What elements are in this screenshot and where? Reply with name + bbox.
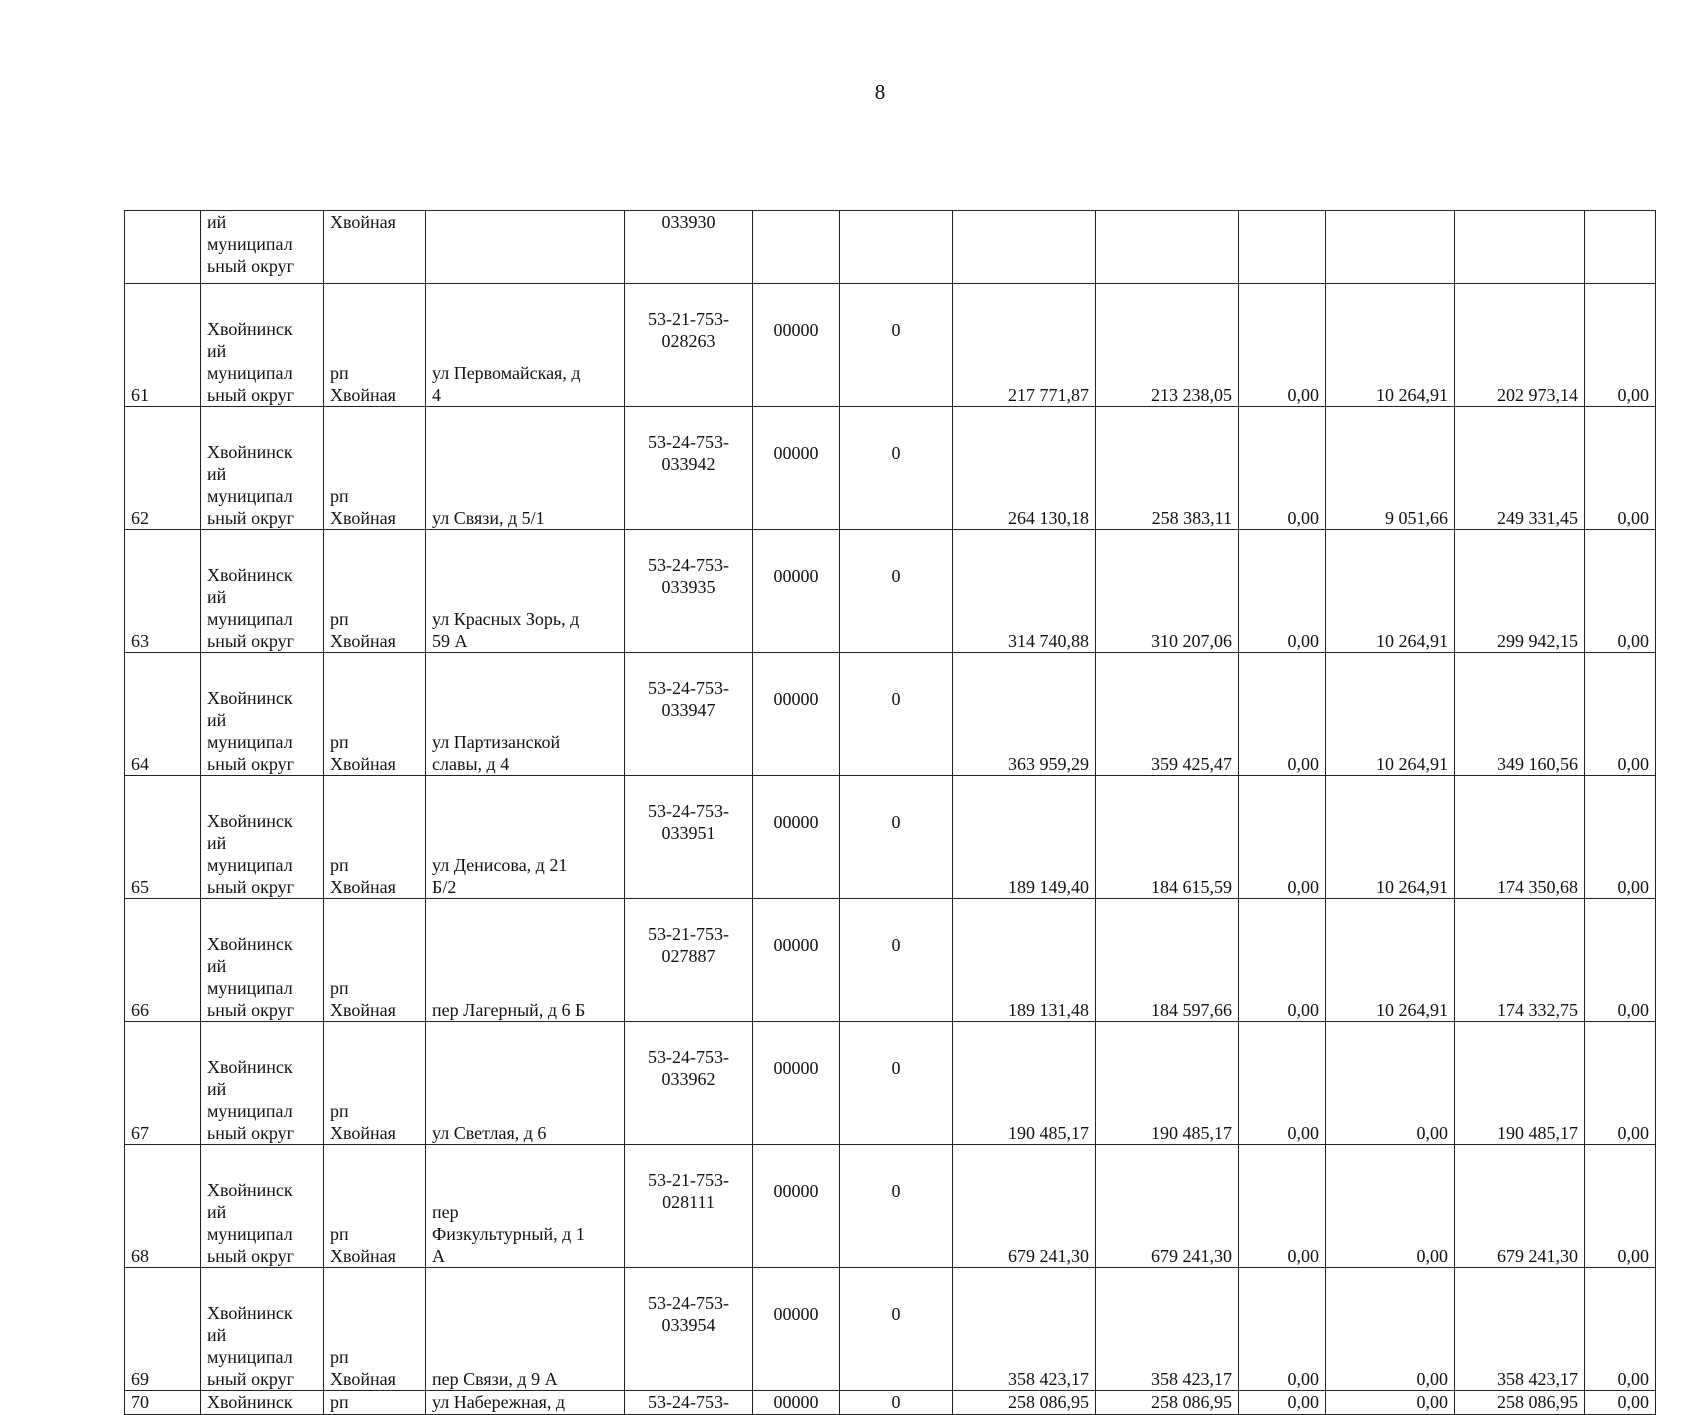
cell-text: пер Лагерный, д 6 Б [432,1000,586,1020]
cell-c2 [840,1268,953,1391]
cell-text: 67 [131,1123,149,1143]
cell-text: 264 130,18 [1008,508,1089,528]
cell-num [125,407,201,530]
cell-text: рп [330,1392,349,1412]
cell-text: 00000 [773,935,819,955]
cell-c2 [840,1145,953,1268]
cell-text: ул Связи, д 5/1 [432,508,545,528]
cell-text: 0 [891,443,901,463]
cell-num [125,530,201,653]
cell-code [625,1022,753,1145]
cell-text: 70 [131,1392,149,1412]
cell-text: 184 615,59 [1151,877,1232,897]
cell-text: 66 [131,1000,149,1020]
cell-text: 53-24-753- 033947 [648,678,729,720]
cell-text: 0,00 [1287,1369,1319,1389]
cell-text: 0 [891,1181,901,1201]
cell-a2 [1096,211,1239,284]
cell-a5 [1455,899,1585,1022]
cell-text: рп Хвойная [330,1347,396,1389]
cell-text: ул Денисова, д 21 Б/2 [432,855,568,897]
cell-text: 679 241,30 [1151,1246,1232,1266]
cell-text: ул Первомайская, д 4 [432,363,581,405]
table-row [125,653,1656,776]
cell-a5 [1455,776,1585,899]
cell-text: 0,00 [1416,1369,1448,1389]
cell-c1 [753,407,840,530]
cell-text: Хвойнинск ий муниципал ьный округ [207,1180,294,1266]
cell-a1 [953,1022,1096,1145]
cell-a2 [1096,1022,1239,1145]
cell-text: Хвойнинск ий муниципал ьный округ [207,442,294,528]
cell-num [125,284,201,407]
cell-c2 [840,407,953,530]
cell-a6 [1585,1145,1656,1268]
cell-text: рп Хвойная [330,732,396,774]
cell-text: ул Партизанской славы, д 4 [432,732,561,774]
cell-a4 [1326,1268,1455,1391]
cell-a5 [1455,1145,1585,1268]
cell-code [625,1268,753,1391]
cell-a3 [1239,284,1326,407]
cell-num [125,653,201,776]
cell-text: 359 425,47 [1151,754,1232,774]
cell-address [426,1145,625,1268]
cell-text: 679 241,30 [1008,1246,1089,1266]
cell-text: рп Хвойная [330,1101,396,1143]
cell-text: 0,00 [1617,385,1649,405]
cell-text: 0,00 [1617,631,1649,651]
cell-text: 189 149,40 [1008,877,1089,897]
cell-settlement [324,653,426,776]
cell-num [125,1145,201,1268]
cell-a4 [1326,1145,1455,1268]
cell-text: Хвойнинск ий муниципал ьный округ [207,1303,294,1389]
cell-settlement [324,284,426,407]
cell-a3 [1239,407,1326,530]
cell-text: рп Хвойная [330,1224,396,1266]
cell-text: 53-24-753- 033954 [648,1293,729,1335]
cell-text: 9 051,66 [1385,508,1448,528]
cell-text: 53-24-753- 033942 [648,432,729,474]
table-body [125,211,1656,1415]
cell-text: 0 [891,812,901,832]
cell-a3 [1239,1391,1326,1415]
cell-district [201,1391,324,1415]
table-row [125,776,1656,899]
cell-code [625,284,753,407]
cell-text: Хвойнинск ий муниципал ьный округ [207,319,294,405]
cell-text: 0,00 [1287,631,1319,651]
cell-text: 213 238,05 [1151,385,1232,405]
cell-a2 [1096,284,1239,407]
cell-text: 0,00 [1617,1392,1649,1412]
page-number: 8 [874,80,886,104]
cell-text: 349 160,56 [1497,754,1578,774]
table-row-continuation [125,211,1656,284]
cell-settlement: Хвойная [324,211,426,284]
cell-text: 184 597,66 [1151,1000,1232,1020]
cell-code [625,407,753,530]
cell-a5 [1455,1022,1585,1145]
cell-c2 [840,776,953,899]
cell-c2 [840,211,953,284]
cell-address [426,407,625,530]
cell-a6 [1585,1268,1656,1391]
cell-text: 249 331,45 [1497,508,1578,528]
cell-settlement [324,1391,426,1415]
cell-text: 0,00 [1617,1000,1649,1020]
cell-text: 0,00 [1287,1392,1319,1412]
cell-settlement [324,407,426,530]
cell-text: ул Красных Зорь, д 59 А [432,609,580,651]
cell-text: 68 [131,1246,149,1266]
cell-text: пер Связи, д 9 А [432,1369,558,1389]
cell-text: 0 [891,1392,901,1412]
cell-a5 [1455,653,1585,776]
cell-text: 10 264,91 [1376,754,1448,774]
cell-text: Хвойнинск ий муниципал ьный округ [207,934,294,1020]
cell-text: 63 [131,631,149,651]
cell-a5 [1455,407,1585,530]
cell-text: 299 942,15 [1497,631,1578,651]
cell-text: 174 332,75 [1497,1000,1578,1020]
cell-settlement [324,899,426,1022]
cell-text: 258 086,95 [1151,1392,1232,1412]
cell-settlement [324,1268,426,1391]
cell-text: 0 [891,1058,901,1078]
cell-text: 0,00 [1287,385,1319,405]
cell-a4 [1326,1022,1455,1145]
cell-num [125,899,201,1022]
cell-a6 [1585,1022,1656,1145]
cell-c1 [753,1022,840,1145]
cell-text: рп Хвойная [330,978,396,1020]
cell-code [625,776,753,899]
cell-address [426,1391,625,1415]
cell-a1 [953,899,1096,1022]
cell-code [625,1391,753,1415]
cell-num [125,211,201,284]
cell-c1 [753,284,840,407]
cell-a4 [1326,284,1455,407]
cell-text: 258 086,95 [1008,1392,1089,1412]
cell-text: 190 485,17 [1151,1123,1232,1143]
cell-text: 202 973,14 [1497,385,1578,405]
cell-code [625,899,753,1022]
cell-text: 69 [131,1369,149,1389]
cell-c2 [840,1391,953,1415]
cell-a5 [1455,530,1585,653]
cell-c1 [753,211,840,284]
cell-num [125,1391,201,1415]
cell-text: Хвойнинск ий муниципал ьный округ [207,1057,294,1143]
cell-c1 [753,530,840,653]
cell-text: Хвойнинск ий муниципал ьный округ [207,565,294,651]
cell-text: 53-21-753- 028263 [648,309,729,351]
cell-a3 [1239,1022,1326,1145]
cell-a6 [1585,899,1656,1022]
cell-text: 0,00 [1617,1246,1649,1266]
cell-text: 258 383,11 [1151,508,1232,528]
cell-text: 0 [891,689,901,709]
cell-text: 314 740,88 [1008,631,1089,651]
cell-text: 0,00 [1617,1123,1649,1143]
cell-address [426,1022,625,1145]
cell-address [426,899,625,1022]
cell-c2 [840,1022,953,1145]
cell-address [426,211,625,284]
cell-text: 53-21-753- 028111 [648,1170,729,1212]
cell-c2 [840,530,953,653]
cell-text: 62 [131,508,149,528]
cell-a4 [1326,211,1455,284]
cell-a3 [1239,899,1326,1022]
cell-text: 258 086,95 [1497,1392,1578,1412]
cell-a2 [1096,407,1239,530]
cell-settlement [324,530,426,653]
cell-text: 00000 [773,1304,819,1324]
cell-a2 [1096,1268,1239,1391]
cell-text: 0 [891,1304,901,1324]
cell-text: 358 423,17 [1151,1369,1232,1389]
cell-text: 00000 [773,443,819,463]
table-row [125,1022,1656,1145]
cell-a1 [953,1145,1096,1268]
cell-text: 61 [131,385,149,405]
cell-text: 10 264,91 [1376,1000,1448,1020]
cell-address [426,653,625,776]
cell-text: 00000 [773,1058,819,1078]
cell-text: 0,00 [1617,508,1649,528]
cell-text: 53-21-753- 027887 [648,924,729,966]
cell-num [125,1022,201,1145]
cell-text: пер Физкультурный, д 1 А [432,1202,585,1266]
cell-district [201,899,324,1022]
cell-a2 [1096,899,1239,1022]
cell-text: 0,00 [1617,877,1649,897]
cell-a1 [953,653,1096,776]
cell-text: 00000 [773,1181,819,1201]
cell-c1 [753,1145,840,1268]
table-row-last [125,1391,1656,1415]
cell-code [625,530,753,653]
cell-text: 0,00 [1416,1123,1448,1143]
cell-a1 [953,776,1096,899]
cell-text: 679 241,30 [1497,1246,1578,1266]
cell-a2 [1096,1145,1239,1268]
cell-text: 0,00 [1287,1000,1319,1020]
cell-a5 [1455,284,1585,407]
cell-a2 [1096,1391,1239,1415]
cell-text: 10 264,91 [1376,385,1448,405]
cell-text: 0,00 [1287,1123,1319,1143]
cell-district [201,284,324,407]
cell-a5 [1455,1391,1585,1415]
table-row [125,530,1656,653]
cell-text: 0,00 [1617,754,1649,774]
cell-text: 0 [891,935,901,955]
cell-text: 64 [131,754,149,774]
cell-district: ий муниципал ьный округ [201,211,324,284]
table-row [125,1268,1656,1391]
cell-a3 [1239,530,1326,653]
cell-text: ул Светлая, д 6 [432,1123,547,1143]
cell-a4 [1326,653,1455,776]
cell-text: 0,00 [1287,754,1319,774]
cell-a3 [1239,776,1326,899]
cell-c1 [753,1268,840,1391]
cell-text: Хвойнинск ий муниципал ьный округ [207,811,294,897]
cell-code: 033930 [625,211,753,284]
cell-a3 [1239,1268,1326,1391]
cell-c2 [840,653,953,776]
cell-district [201,1145,324,1268]
cell-c1 [753,1391,840,1415]
cell-a2 [1096,776,1239,899]
cell-address [426,1268,625,1391]
cell-text: 0,00 [1617,1369,1649,1389]
cell-a1 [953,530,1096,653]
table-row [125,1145,1656,1268]
cell-text: 00000 [773,689,819,709]
cell-a4 [1326,530,1455,653]
cell-text: 0 [891,566,901,586]
cell-a1 [953,407,1096,530]
cell-text: 53-24-753- 033951 [648,801,729,843]
cell-text: 53-24-753- [648,1392,729,1412]
cell-text: 0,00 [1287,1246,1319,1266]
cell-code [625,1145,753,1268]
cell-a6 [1585,653,1656,776]
cell-text: 190 485,17 [1008,1123,1089,1143]
cell-a1 [953,284,1096,407]
cell-text: 174 350,68 [1497,877,1578,897]
cell-district [201,407,324,530]
cell-text: 358 423,17 [1497,1369,1578,1389]
cell-a4 [1326,899,1455,1022]
cell-text: 0 [891,320,901,340]
cell-a1 [953,1268,1096,1391]
cell-text: рп Хвойная [330,486,396,528]
cell-settlement [324,776,426,899]
register-table [124,210,1656,1415]
cell-text: 10 264,91 [1376,877,1448,897]
cell-c2 [840,899,953,1022]
cell-district [201,1268,324,1391]
table-row [125,284,1656,407]
cell-a4 [1326,407,1455,530]
cell-text: 358 423,17 [1008,1369,1089,1389]
cell-text: рп Хвойная [330,363,396,405]
cell-a6 [1585,530,1656,653]
cell-a1 [953,1391,1096,1415]
cell-address [426,284,625,407]
cell-num [125,776,201,899]
cell-text: 190 485,17 [1497,1123,1578,1143]
cell-text: рп Хвойная [330,609,396,651]
cell-text: 310 207,06 [1151,631,1232,651]
cell-a5 [1455,1268,1585,1391]
cell-text: 0,00 [1287,508,1319,528]
cell-district [201,776,324,899]
cell-text: Хвойнинск ий муниципал ьный округ [207,688,294,774]
cell-a6 [1585,1391,1656,1415]
cell-a6 [1585,407,1656,530]
cell-settlement [324,1145,426,1268]
cell-text: 0,00 [1287,877,1319,897]
cell-c1 [753,899,840,1022]
cell-code [625,653,753,776]
cell-a3 [1239,1145,1326,1268]
cell-a3 [1239,653,1326,776]
cell-district [201,1022,324,1145]
cell-num [125,1268,201,1391]
cell-a1 [953,211,1096,284]
cell-text: Хвойнинск [207,1392,293,1412]
cell-text: ул Набережная, д [432,1392,566,1412]
cell-text: 00000 [773,812,819,832]
cell-text: 65 [131,877,149,897]
cell-text: 00000 [773,320,819,340]
cell-text: 53-24-753- 033935 [648,555,729,597]
cell-a4 [1326,1391,1455,1415]
cell-a2 [1096,653,1239,776]
cell-a3 [1239,211,1326,284]
table-row [125,899,1656,1022]
cell-a2 [1096,530,1239,653]
cell-district [201,530,324,653]
cell-address [426,530,625,653]
cell-c1 [753,776,840,899]
cell-text: 0,00 [1416,1246,1448,1266]
cell-c2 [840,284,953,407]
cell-text: 10 264,91 [1376,631,1448,651]
cell-settlement [324,1022,426,1145]
cell-address [426,776,625,899]
cell-text: 363 959,29 [1008,754,1089,774]
cell-text: 53-24-753- 033962 [648,1047,729,1089]
cell-text: рп Хвойная [330,855,396,897]
cell-district [201,653,324,776]
cell-a6 [1585,284,1656,407]
cell-text: 00000 [773,566,819,586]
cell-text: 217 771,87 [1008,385,1089,405]
cell-a6 [1585,776,1656,899]
cell-a6 [1585,211,1656,284]
cell-text: 00000 [773,1392,819,1412]
cell-a5 [1455,211,1585,284]
cell-c1 [753,653,840,776]
table-row [125,407,1656,530]
cell-text: 0,00 [1416,1392,1448,1412]
cell-text: 189 131,48 [1008,1000,1089,1020]
cell-a4 [1326,776,1455,899]
